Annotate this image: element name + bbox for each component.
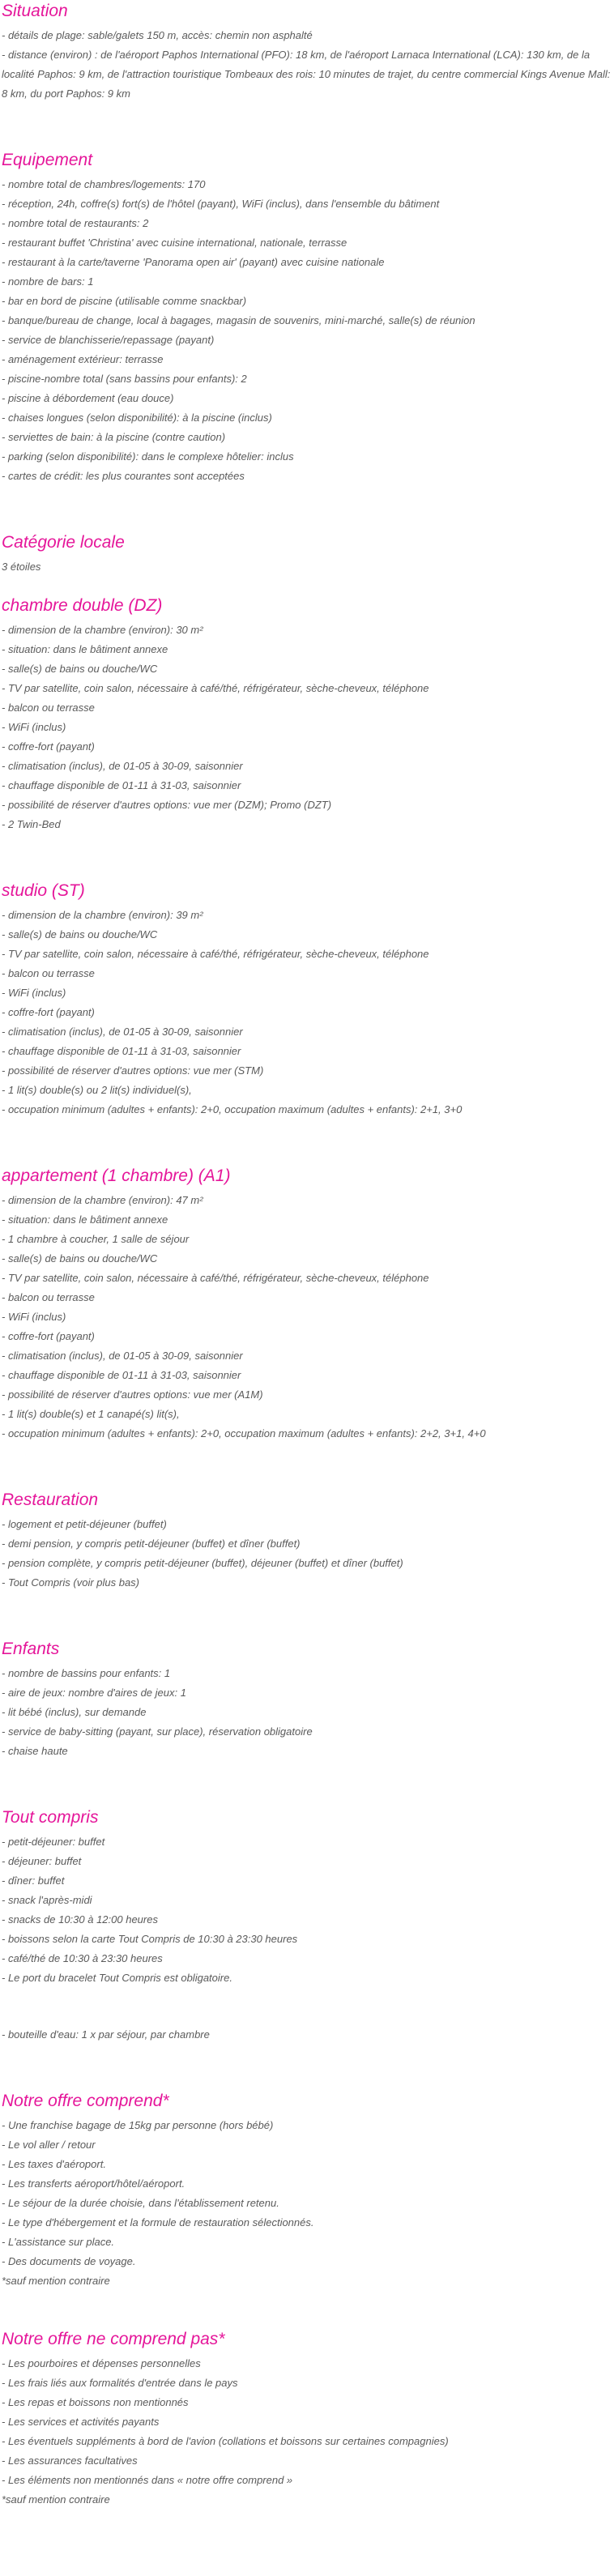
list-item: - logement et petit-déjeuner (buffet) [2, 1518, 167, 1530]
list-item: - coffre-fort (payant) [2, 740, 95, 753]
list-item: - bar en bord de piscine (utilisable comme snackbar) [2, 295, 247, 307]
chambre-double-lines [2, 621, 611, 834]
list-item: - piscine à débordement (eau douce) [2, 392, 174, 404]
list-item: - Les repas et boissons non mentionnés [2, 2396, 189, 2408]
enfants-lines [2, 1664, 611, 1761]
list-item: - détails de plage: sable/galets 150 m, accès: chemin non asphalté [2, 29, 313, 41]
list-item: - pension complète, y compris petit-déjeuner (buffet), déjeuner (buffet) et dîner (buffet) [2, 1557, 403, 1569]
list-item: - réception, 24h, coffre(s) fort(s) de l'hôtel (payant), WiFi (inclus), dans l'ensemble du bâtiment [2, 198, 440, 210]
appartement-lines [2, 1191, 611, 1444]
list-item: - chauffage disponible de 01-11 à 31-03, saisonnier [2, 779, 241, 791]
list-item: - WiFi (inclus) [2, 721, 66, 733]
list-item: - chauffage disponible de 01-11 à 31-03, saisonnier [2, 1369, 241, 1381]
situation-lines [2, 26, 611, 104]
list-item: - snack l'après-midi [2, 1894, 92, 1906]
list-item: - nombre total de chambres/logements: 170 [2, 178, 206, 190]
section-title-tout-compris: Tout compris [2, 1808, 99, 1827]
list-item: 3 étoiles [2, 561, 41, 573]
list-item: - serviettes de bain: à la piscine (contre caution) [2, 431, 226, 443]
list-item: - possibilité de réserver d'autres options: vue mer (DZM); Promo (DZT) [2, 799, 332, 811]
list-item: - aire de jeux: nombre d'aires de jeux: 1 [2, 1687, 186, 1699]
list-item: - Les éventuels suppléments à bord de l'avion (collations et boissons sur certaines compagnies) [2, 2435, 449, 2447]
list-item: - lit bébé (inclus), sur demande [2, 1706, 147, 1718]
list-item: - balcon ou terrasse [2, 967, 95, 979]
section-enfants [2, 1638, 611, 1761]
list-item: - dimension de la chambre (environ): 39 m² [2, 909, 203, 921]
list-item: - 1 lit(s) double(s) et 1 canapé(s) lit(s), [2, 1408, 180, 1420]
list-item: - Le séjour de la durée choisie, dans l'établissement retenu. [2, 2197, 279, 2209]
list-item: - balcon ou terrasse [2, 702, 95, 714]
list-item: - occupation minimum (adultes + enfants): 2+0, occupation maximum (adultes + enfants): 2+1, 3+0 [2, 1103, 463, 1115]
list-item: - possibilité de réserver d'autres options: vue mer (A1M) [2, 1388, 263, 1401]
list-item: - salle(s) de bains ou douche/WC [2, 1252, 158, 1265]
list-item: - distance (environ) : de l'aéroport Paphos International (PFO): 18 km, de l'aéroport Larnaca International (LCA): 130 km, de la localité Paphos: 9 km, de l'attraction touristique Tombeaux des rois: 10 minutes de trajet, du centre commercial Kings Avenue Mall: 8 km, du port Paphos: 9 km [2, 49, 611, 100]
list-item: - chaise haute [2, 1745, 68, 1757]
studio-lines [2, 906, 611, 1120]
list-item: - petit-déjeuner: buffet [2, 1836, 105, 1848]
section-title-offre-ne-comprend: Notre offre ne comprend pas* [2, 2330, 225, 2348]
list-item: - Les frais liés aux formalités d'entrée dans le pays [2, 2377, 238, 2389]
restauration-lines [2, 1515, 611, 1593]
tout-compris-lines [2, 1832, 611, 1988]
section-title-studio: studio (ST) [2, 881, 85, 900]
section-title-restauration: Restauration [2, 1491, 99, 1509]
list-item: - 2 Twin-Bed [2, 818, 61, 830]
section-categorie [2, 531, 611, 577]
list-item: - possibilité de réserver d'autres options: vue mer (STM) [2, 1064, 264, 1077]
section-title-situation: Situation [2, 2, 68, 20]
list-item: - climatisation (inclus), de 01-05 à 30-09, saisonnier [2, 760, 243, 772]
list-item: - Une franchise bagage de 15kg par personne (hors bébé) [2, 2119, 274, 2131]
list-item: - parking (selon disponibilité): dans le complexe hôtelier: inclus [2, 450, 294, 463]
list-item: - café/thé de 10:30 à 23:30 heures [2, 1952, 163, 1964]
list-item: - salle(s) de bains ou douche/WC [2, 663, 158, 675]
list-item: - dîner: buffet [2, 1874, 65, 1887]
list-item: - situation: dans le bâtiment annexe [2, 643, 168, 655]
list-item: - déjeuner: buffet [2, 1855, 82, 1867]
list-item: - WiFi (inclus) [2, 987, 66, 999]
section-appartement [2, 1165, 611, 1444]
list-item: - Le vol aller / retour [2, 2139, 96, 2151]
section-title-categorie: Catégorie locale [2, 533, 125, 552]
list-item: *sauf mention contraire [2, 2275, 110, 2287]
section-restauration [2, 1489, 611, 1593]
list-item: - Les assurances facultatives [2, 2454, 138, 2467]
list-item: - climatisation (inclus), de 01-05 à 30-09, saisonnier [2, 1026, 243, 1038]
section-title-appartement: appartement (1 chambre) (A1) [2, 1166, 231, 1185]
list-item: - TV par satellite, coin salon, nécessaire à café/thé, réfrigérateur, sèche-cheveux, téléphone [2, 1272, 429, 1284]
list-item: - L'assistance sur place. [2, 2236, 115, 2248]
list-item: - Le port du bracelet Tout Compris est obligatoire. [2, 1972, 232, 1984]
list-item: - service de baby-sitting (payant, sur place), réservation obligatoire [2, 1725, 313, 1738]
section-equipement [2, 149, 611, 486]
section-studio [2, 880, 611, 1120]
list-item: - nombre de bars: 1 [2, 275, 94, 288]
list-item: - coffre-fort (payant) [2, 1006, 95, 1018]
list-item: - demi pension, y compris petit-déjeuner (buffet) et dîner (buffet) [2, 1537, 301, 1550]
list-item: *sauf mention contraire [2, 2493, 110, 2506]
list-item: - balcon ou terrasse [2, 1291, 95, 1303]
list-item: - restaurant à la carte/taverne 'Panorama open air' (payant) avec cuisine nationale [2, 256, 385, 268]
list-item: - dimension de la chambre (environ): 30 m² [2, 624, 203, 636]
list-item: - Les taxes d'aéroport. [2, 2158, 106, 2170]
list-item: - Les transferts aéroport/hôtel/aéroport. [2, 2177, 185, 2190]
list-item: - nombre de bassins pour enfants: 1 [2, 1667, 171, 1679]
list-item: - Le type d'hébergement et la formule de restauration sélectionnés. [2, 2216, 314, 2228]
list-item: - service de blanchisserie/repassage (payant) [2, 334, 215, 346]
list-item: - TV par satellite, coin salon, nécessaire à café/thé, réfrigérateur, sèche-cheveux, téléphone [2, 682, 429, 694]
section-tout-compris [2, 1806, 611, 2045]
section-situation [2, 0, 611, 104]
section-title-enfants: Enfants [2, 1640, 60, 1658]
list-item: - aménagement extérieur: terrasse [2, 353, 164, 365]
section-chambre-double [2, 595, 611, 834]
equipement-lines [2, 175, 611, 486]
list-item: - dimension de la chambre (environ): 47 m² [2, 1194, 203, 1206]
tout-compris-extra: - bouteille d'eau: 1 x par séjour, par chambre [2, 2028, 210, 2041]
list-item: - boissons selon la carte Tout Compris de 10:30 à 23:30 heures [2, 1933, 298, 1945]
list-item: - Les éléments non mentionnés dans « notre offre comprend » [2, 2474, 293, 2486]
list-item: - 1 chambre à coucher, 1 salle de séjour [2, 1233, 190, 1245]
list-item: - chauffage disponible de 01-11 à 31-03, saisonnier [2, 1045, 241, 1057]
list-item: - Les services et activités payants [2, 2416, 160, 2428]
section-offre-ne-comprend [2, 2328, 611, 2510]
section-title-offre-comprend: Notre offre comprend* [2, 2092, 169, 2110]
list-item: - Des documents de voyage. [2, 2255, 136, 2267]
list-item: - nombre total de restaurants: 2 [2, 217, 149, 229]
list-item: - 1 lit(s) double(s) ou 2 lit(s) individuel(s), [2, 1084, 192, 1096]
section-offre-comprend [2, 2090, 611, 2291]
list-item: - piscine-nombre total (sans bassins pour enfants): 2 [2, 373, 247, 385]
list-item: - salle(s) de bains ou douche/WC [2, 928, 158, 940]
categorie-lines [2, 557, 611, 577]
list-item: - restaurant buffet 'Christina' avec cuisine international, nationale, terrasse [2, 237, 348, 249]
offre-ne-comprend-lines [2, 2354, 611, 2510]
list-item: - chaises longues (selon disponibilité): à la piscine (inclus) [2, 412, 272, 424]
list-item: - cartes de crédit: les plus courantes sont acceptées [2, 470, 245, 482]
list-item: - coffre-fort (payant) [2, 1330, 95, 1342]
offre-comprend-lines [2, 2116, 611, 2291]
list-item: - banque/bureau de change, local à bagages, magasin de souvenirs, mini-marché, salle(s) de réunion [2, 314, 475, 326]
section-title-equipement: Equipement [2, 151, 93, 169]
list-item: - situation: dans le bâtiment annexe [2, 1213, 168, 1226]
list-item: - occupation minimum (adultes + enfants): 2+0, occupation maximum (adultes + enfants): 2+2, 3+1, 4+0 [2, 1427, 486, 1439]
list-item: - Les pourboires et dépenses personnelles [2, 2357, 201, 2369]
list-item: - Tout Compris (voir plus bas) [2, 1576, 140, 1589]
list-item: - snacks de 10:30 à 12:00 heures [2, 1913, 158, 1926]
section-title-chambre-double: chambre double (DZ) [2, 596, 163, 615]
list-item: - WiFi (inclus) [2, 1311, 66, 1323]
list-item: - climatisation (inclus), de 01-05 à 30-09, saisonnier [2, 1350, 243, 1362]
list-item: - TV par satellite, coin salon, nécessaire à café/thé, réfrigérateur, sèche-cheveux, téléphone [2, 948, 429, 960]
